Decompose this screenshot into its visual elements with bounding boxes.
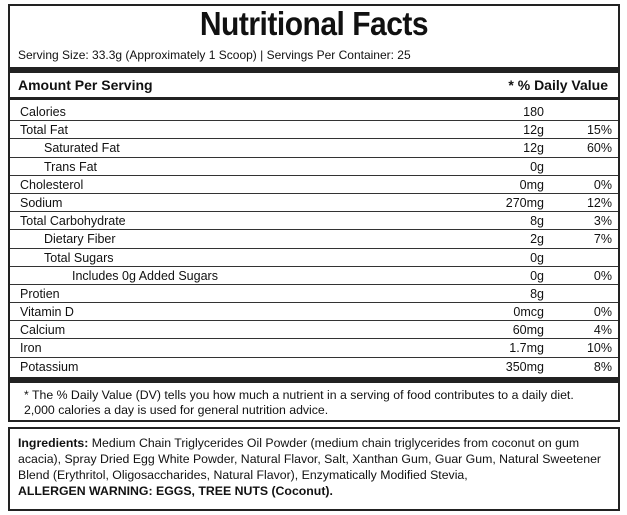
amount-per-serving-label: Amount Per Serving: [18, 77, 153, 93]
nutrient-row: [10, 267, 618, 285]
serving-info: Serving Size: 33.3g (Approximately 1 Scoop) | Servings Per Container: 25: [18, 48, 411, 62]
nutrient-name: Iron: [20, 341, 42, 356]
nutrient-table: [10, 103, 618, 376]
daily-value-footnote: * The % Daily Value (DV) tells you how much a nutrient in a serving of food contributes to a daily diet. 2,000 calories a day is used for general nutrition advice.: [24, 388, 574, 417]
nutrient-daily-value: 0%: [593, 268, 612, 283]
allergen-warning: ALLERGEN WARNING: EGGS, TREE NUTS (Coconut).: [18, 484, 333, 498]
nutrient-daily-value: 60%: [586, 141, 612, 156]
nutrient-amount: 2g: [530, 232, 544, 247]
daily-value-label: * % Daily Value: [508, 77, 608, 93]
nutrient-name: Cholesterol: [20, 177, 84, 192]
nutrient-amount: 0g: [530, 159, 544, 174]
nutrient-daily-value: 0%: [593, 177, 612, 192]
nutrient-row: [10, 230, 618, 248]
nutrient-row: [10, 139, 618, 157]
nutrient-name: Potassium: [20, 359, 79, 374]
nutrient-row: [10, 249, 618, 267]
label-title: Nutritional Facts: [199, 6, 429, 43]
nutrient-amount: 0mg: [519, 177, 544, 192]
header-divider: [10, 97, 618, 100]
nutrient-name: Calcium: [20, 323, 66, 338]
nutrient-amount: 12g: [523, 141, 544, 156]
nutrient-amount: 0mcg: [513, 305, 544, 320]
nutrient-daily-value: 8%: [593, 359, 612, 374]
ingredients-text: Medium Chain Triglycerides Oil Powder (medium chain triglycerides from coconut on gum acacia), Spray Dried Egg White Powder, Natural Flavor, Salt, Xanthan Gum, Guar Gum, Natural Sweetener Blend (Erythritol, Oligosaccharides, Natural Flavor), Enzymatically Modified Stevia,: [18, 436, 601, 482]
nutrient-row: [10, 158, 618, 176]
ingredients-box: [8, 427, 620, 511]
nutrient-row: [10, 212, 618, 230]
nutrient-row: [10, 194, 618, 212]
nutrient-daily-value: 12%: [586, 195, 612, 210]
nutrient-row: [10, 339, 618, 357]
nutrient-name: Dietary Fiber: [44, 232, 116, 247]
nutrient-amount: 60mg: [512, 323, 544, 338]
nutrient-row: [10, 176, 618, 194]
nutrient-amount: 1.7mg: [509, 341, 544, 356]
nutrient-daily-value: 10%: [586, 341, 612, 356]
nutrient-row: [10, 303, 618, 321]
nutrient-name: Total Fat: [20, 123, 68, 138]
nutrient-row: [10, 121, 618, 139]
column-header: [18, 74, 610, 94]
nutrient-name: Protien: [20, 286, 60, 301]
nutrient-name: Total Sugars: [44, 250, 114, 265]
nutrient-name: Saturated Fat: [44, 141, 120, 156]
nutrient-name: Trans Fat: [44, 159, 98, 174]
nutrient-row: [10, 285, 618, 303]
nutrient-daily-value: 0%: [593, 305, 612, 320]
nutrient-amount: 0g: [530, 250, 544, 265]
nutrient-name: Sodium: [20, 195, 63, 210]
nutrient-name: Includes 0g Added Sugars: [72, 268, 218, 283]
nutrition-facts-panel: [8, 4, 620, 422]
nutrient-row: [10, 321, 618, 339]
nutrient-row: [10, 103, 618, 121]
bottom-divider: [10, 377, 618, 383]
nutrient-name: Vitamin D: [20, 305, 74, 320]
thick-divider: [10, 67, 618, 73]
nutrient-amount: 12g: [523, 123, 544, 138]
nutrient-daily-value: 7%: [593, 232, 612, 247]
nutrient-row: [10, 358, 618, 376]
nutrient-name: Total Carbohydrate: [20, 214, 126, 229]
nutrient-daily-value: 3%: [593, 214, 612, 229]
nutrient-name: Calories: [20, 105, 66, 119]
nutrient-amount: 180: [523, 105, 544, 119]
nutrient-amount: 270mg: [505, 195, 544, 210]
nutrient-daily-value: 15%: [586, 123, 612, 138]
nutrient-amount: 8g: [530, 286, 544, 301]
nutrient-amount: 8g: [530, 214, 544, 229]
ingredients-label: Ingredients:: [18, 436, 89, 450]
nutrient-amount: 0g: [530, 268, 544, 283]
nutrient-amount: 350mg: [505, 359, 544, 374]
nutrient-daily-value: 4%: [593, 323, 612, 338]
